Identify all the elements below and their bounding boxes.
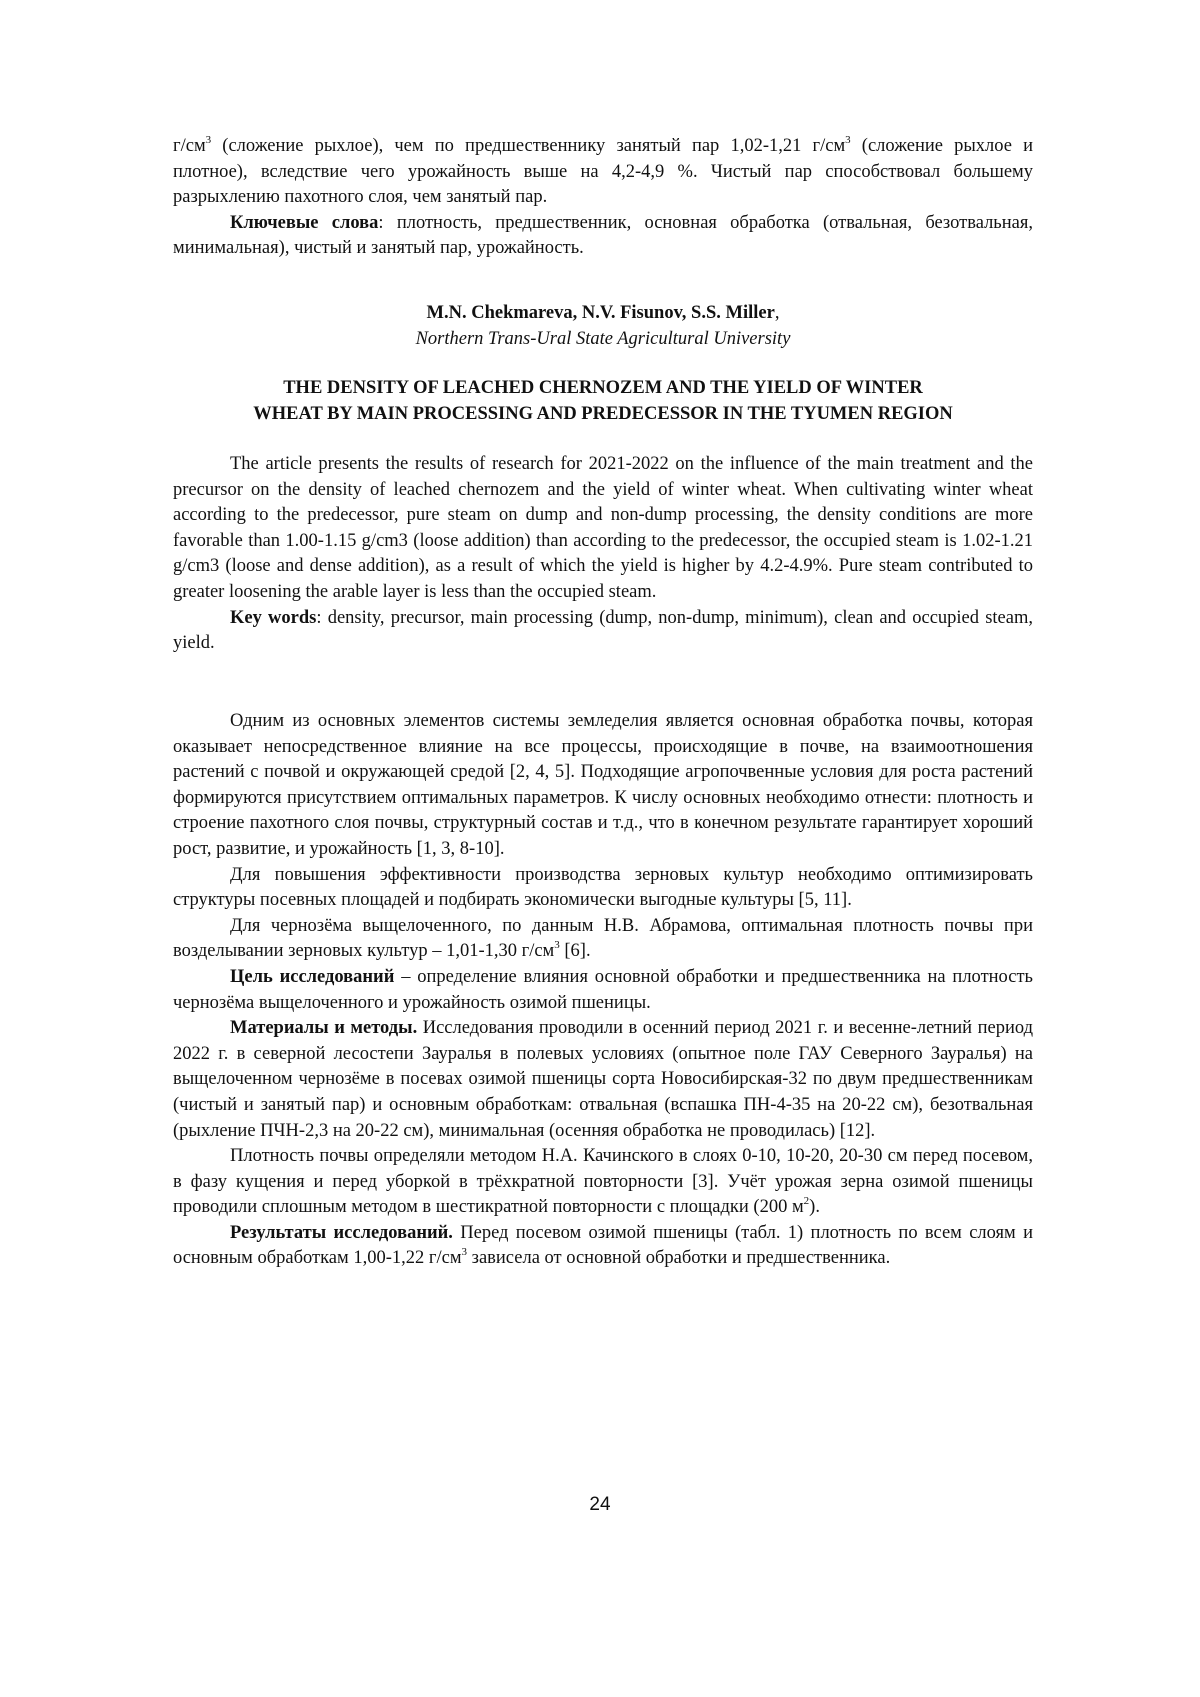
body-paragraph-2: Для повышения эффективности производства зерновых культур необходимо оптимизировать структуры посевных площадей и подбирать экономически выгодные культуры [5, 11]. — [173, 864, 1033, 911]
body-paragraph-1: Одним из основных элементов системы земледелия является основная обработка почвы, которая оказывает непосредственное влияние на все процессы, происходящие в почве, на взаимоотношения растений с почвой и окружающей средой [2, 4, 5]. Подходящие агропочвенные условия для роста растений формируются присутствием оптимальных параметров. К числу основных необходимо отнести: плотность и строение пахотного слоя почвы, структурный состав и т.д., что в конечном результате гарантирует хороший рост, развитие, и урожайность [1, 3, 8-10]. — [173, 711, 1033, 859]
authors: M.N. Chekmareva, N.V. Fisunov, S.S. Miller, — [426, 303, 780, 323]
key-words-label: Key words — [230, 607, 317, 628]
russian-abstract-tail — [173, 134, 1033, 262]
methods-label: Материалы и методы. — [230, 1018, 418, 1039]
russian-keywords: Ключевые слова: плотность, предшественник, основная обработка (отвальная, безотвальная, минимальная), чистый и занятый пар, урожайность. — [173, 212, 1033, 259]
keywords-label: Ключевые слова — [230, 212, 379, 233]
article-title — [173, 376, 1033, 427]
results-paragraph: Результаты исследований. Перед посевом озимой пшеницы (табл. 1) плотность по всем слоям и основным обработкам 1,00-1,22 $г/см^3$ зависела от основной обработки и предшественника. — [173, 1222, 1033, 1269]
english-keywords: Key words: density, precursor, main processing (dump, non-dump, minimum), clean and occupied steam, yield. — [173, 607, 1033, 654]
density-method-paragraph: Плотность почвы определяли методом Н.А. Качинского в слоях 0-10, 10-20, 20-30 см перед посевом, в фазу кущения и перед уборкой в трёхкратной повторности [3]. Учёт урожая зерна озимой пшеницы проводили сплошным методом в шестикратной повторности с площадки (200 $м^2$). — [173, 1146, 1033, 1218]
title-line-1: THE DENSITY OF LEACHED CHERNOZEM AND THE YIELD OF WINTER — [283, 378, 923, 398]
affiliation: Northern Trans-Ural State Agricultural University — [415, 328, 791, 349]
results-label: Результаты исследований. — [230, 1222, 453, 1243]
research-goal-label: Цель исследований — [230, 966, 395, 987]
author-block — [173, 301, 1033, 352]
abstract-continuation: $г/см^3$ (сложение рыхлое), чем по предшественнику занятый пар 1,02-1,21 $г/см^3$ (сложение рыхлое и плотное), вследствие чего урожайность выше на 4,2-4,9 %. Чистый пар способствовал большему разрыхлению пахотного слоя, чем занятый пар. — [173, 133, 1033, 208]
main-body — [173, 709, 1033, 1272]
page-number: 24 — [589, 1494, 611, 1515]
research-goal-paragraph: Цель исследований – определение влияния основной обработки и предшественника на плотность чернозёма выщелоченного и урожайность озимой пшеницы. — [173, 966, 1033, 1013]
abstract-text: The article presents the results of research for 2021-2022 on the influence of the main treatment and the precursor on the density of leached chernozem and the yield of winter wheat. When cultivating winter wheat according to the predecessor, pure steam on dump and non-dump processing, the density conditions are more favorable than 1.00-1.15 g/cm3 (loose addition) than according to the predecessor, the occupied steam is 1.02-1.21 g/cm3 (loose and dense addition), as a result of which the yield is higher by 4.2-4.9%. Pure steam contributed to greater loosening the arable layer is less than the occupied steam. — [173, 454, 1033, 602]
body-paragraph-3: Для чернозёма выщелоченного, по данным Н.В. Абрамова, оптимальная плотность почвы при возделывании зерновых культур – 1,01-1,30 $г/см^3$ [6]. — [173, 915, 1033, 962]
methods-paragraph: Материалы и методы. Исследования проводили в осенний период 2021 г. и весенне-летний период 2022 г. в северной лесостепи Зауралья в полевых условиях (опытное поле ГАУ Северного Зауралья) на выщелоченном чернозёме в посевах озимой пшеницы сорта Новосибирская-32 по двум предшественникам (чистый и занятый пар) и основным обработкам: отвальная (вспашка ПН-4-35 на 20-22 см), безотвальная (рыхление ПЧН-2,3 на 20-22 см), минимальная (осенняя обработка не проводилась) [12]. — [173, 1018, 1033, 1141]
english-abstract — [173, 452, 1033, 657]
title-line-2: WHEAT BY MAIN PROCESSING AND PREDECESSOR IN THE TYUMEN REGION — [253, 403, 953, 424]
